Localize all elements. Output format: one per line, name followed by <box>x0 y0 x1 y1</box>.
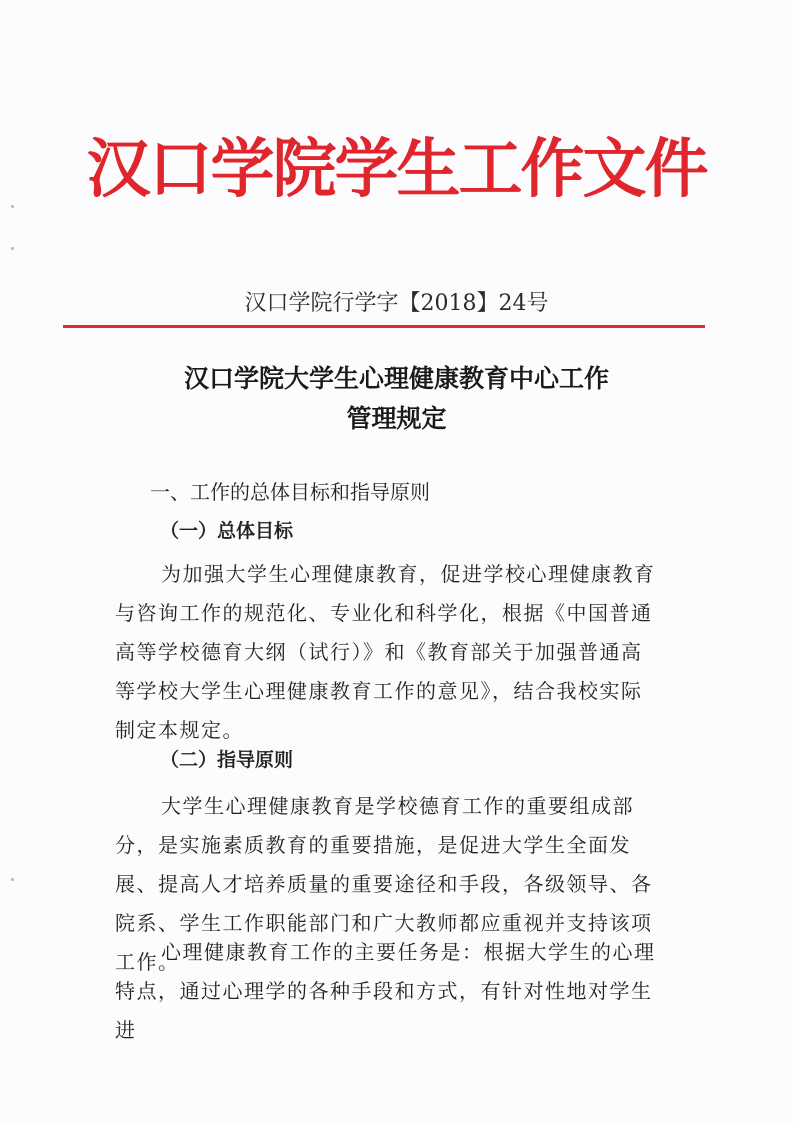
paragraph-principles-text: 大学生心理健康教育是学校德育工作的重要组成部分，是实施素质教育的重要措施，是促进大学生全面发展、提高人才培养质量的重要途径和手段，各级领导、各院系、学生工作职能部门和广大教师都应重视并支持该项工作。 <box>115 794 653 974</box>
binding-mark <box>11 247 14 250</box>
subsection-heading-goals: （一）总体目标 <box>160 520 294 542</box>
document-number: 汉口学院行学字【2018】24号 <box>244 291 549 316</box>
paragraph-goals-text: 为加强大学生心理健康教育，促进学校心理健康教育与咨询工作的规范化、专业化和科学化，根据《中国普通高等学校德育大纲（试行）》和《教育部关于加强普通高等学校大学生心理健康教育工作的意见》，结合我校实际制定本规定。 <box>115 562 656 742</box>
document-masthead: 汉口学院学生工作文件 <box>86 132 707 207</box>
section-heading: 一、工作的总体目标和指导原则 <box>150 480 430 504</box>
document-title-line-1: 汉口学院大学生心理健康教育中心工作 <box>183 364 609 393</box>
subsection-heading-principles: （二）指导原则 <box>160 749 294 771</box>
binding-mark <box>11 878 14 881</box>
paragraph-tasks-text: 心理健康教育工作的主要任务是：根据大学生的心理特点，通过心理学的各种手段和方式，有针对性地对学生进 <box>115 940 656 1042</box>
paragraph-tasks <box>115 933 660 1050</box>
document-title-line-2: 管理规定 <box>346 404 447 433</box>
paragraph-goals <box>115 555 660 750</box>
red-divider-line <box>63 325 705 328</box>
